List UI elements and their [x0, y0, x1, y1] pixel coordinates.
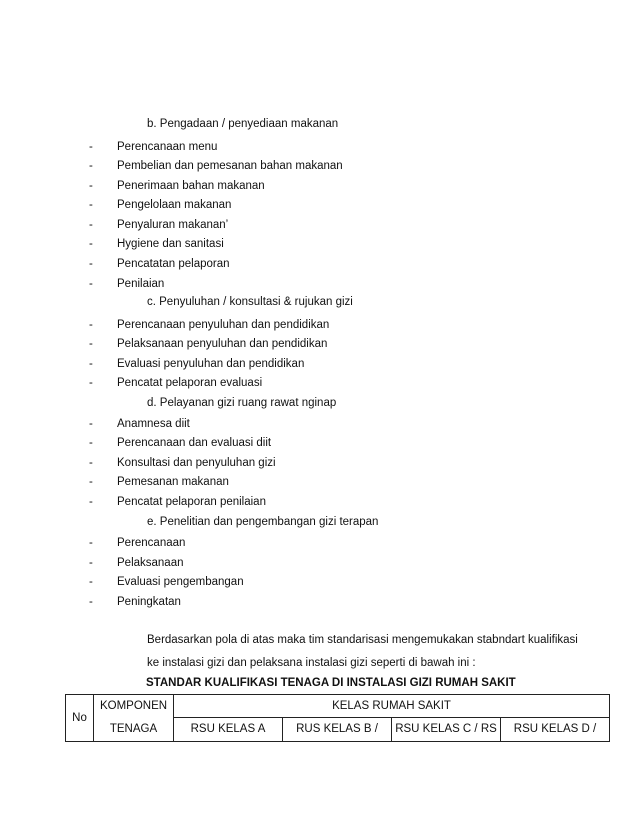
bullet-dash: - — [89, 258, 93, 270]
section-heading-b: b. Pengadaan / penyediaan makanan — [147, 118, 339, 130]
list-item: Penyaluran makanan’ — [117, 219, 229, 231]
header-komponen-line2: TENAGA — [109, 723, 158, 735]
bullet-dash: - — [89, 457, 93, 469]
list-item: Pencatatan pelaporan — [117, 258, 230, 270]
subheader-kelas-a: RSU KELAS A — [174, 717, 283, 741]
list-item: Pencatat pelaporan evaluasi — [117, 377, 263, 389]
qualification-table — [65, 694, 610, 742]
bullet-dash: - — [89, 238, 93, 250]
list-item: Penerimaan bahan makanan — [117, 180, 265, 192]
list-item: Konsultasi dan penyuluhan gizi — [117, 457, 276, 469]
bullet-dash: - — [89, 219, 93, 231]
list-item: Penilaian — [117, 278, 165, 290]
bullet-dash: - — [89, 278, 93, 290]
list-item: Pengelolaan makanan — [117, 199, 232, 211]
header-komponen-tenaga — [94, 695, 174, 742]
bullet-dash: - — [89, 418, 93, 430]
bullet-dash: - — [89, 537, 93, 549]
bullet-dash: - — [89, 576, 93, 588]
bullet-dash: - — [89, 437, 93, 449]
bullet-dash: - — [89, 596, 93, 608]
subheader-kelas-d: RSU KELAS D / — [501, 717, 610, 741]
list-item: Perencanaan — [117, 537, 186, 549]
list-item: Pembelian dan pemesanan bahan makanan — [117, 160, 343, 172]
bullet-dash: - — [89, 377, 93, 389]
section-heading-d: d. Pelayanan gizi ruang rawat nginap — [147, 397, 337, 409]
bullet-dash: - — [89, 319, 93, 331]
bullet-dash: - — [89, 476, 93, 488]
bullet-dash: - — [89, 199, 93, 211]
section-heading-c: c. Penyuluhan / konsultasi & rujukan gizi — [147, 296, 353, 308]
bullet-dash: - — [89, 557, 93, 569]
bullet-dash: - — [89, 160, 93, 172]
list-item: Perencanaan dan evaluasi diit — [117, 437, 272, 449]
bullet-dash: - — [89, 141, 93, 153]
list-item: Anamnesa diit — [117, 418, 190, 430]
table-header-row — [66, 695, 610, 718]
bullet-dash: - — [89, 180, 93, 192]
list-item: Perencanaan menu — [117, 141, 218, 153]
list-item: Evaluasi penyuluhan dan pendidikan — [117, 358, 305, 370]
list-item: Pemesanan makanan — [117, 476, 229, 488]
header-no: No — [66, 695, 94, 742]
table-title: STANDAR KUALIFIKASI TENAGA DI INSTALASI GIZI RUMAH SAKIT — [146, 677, 516, 689]
subheader-kelas-c: RSU KELAS C / RS — [392, 717, 501, 741]
paragraph-line-1: Berdasarkan pola di atas maka tim standarisasi mengemukakan stabndart kualifikasi — [147, 634, 578, 646]
list-item: Hygiene dan sanitasi — [117, 238, 224, 250]
list-item: Peningkatan — [117, 596, 181, 608]
section-heading-e: e. Penelitian dan pengembangan gizi terapan — [147, 516, 379, 528]
list-item: Evaluasi pengembangan — [117, 576, 244, 588]
bullet-dash: - — [89, 496, 93, 508]
list-item: Pelaksanaan — [117, 557, 184, 569]
header-komponen-line1: KOMPONEN — [99, 700, 168, 712]
bullet-dash: - — [89, 358, 93, 370]
list-item: Pelaksanaan penyuluhan dan pendidikan — [117, 338, 328, 350]
list-item: Pencatat pelaporan penilaian — [117, 496, 266, 508]
paragraph-line-2: ke instalasi gizi dan pelaksana instalasi gizi seperti di bawah ini : — [147, 657, 476, 669]
subheader-kelas-b: RUS KELAS B / — [283, 717, 392, 741]
bullet-dash: - — [89, 338, 93, 350]
list-item: Perencanaan penyuluhan dan pendidikan — [117, 319, 330, 331]
header-kelas-rumah-sakit: KELAS RUMAH SAKIT — [174, 695, 610, 718]
